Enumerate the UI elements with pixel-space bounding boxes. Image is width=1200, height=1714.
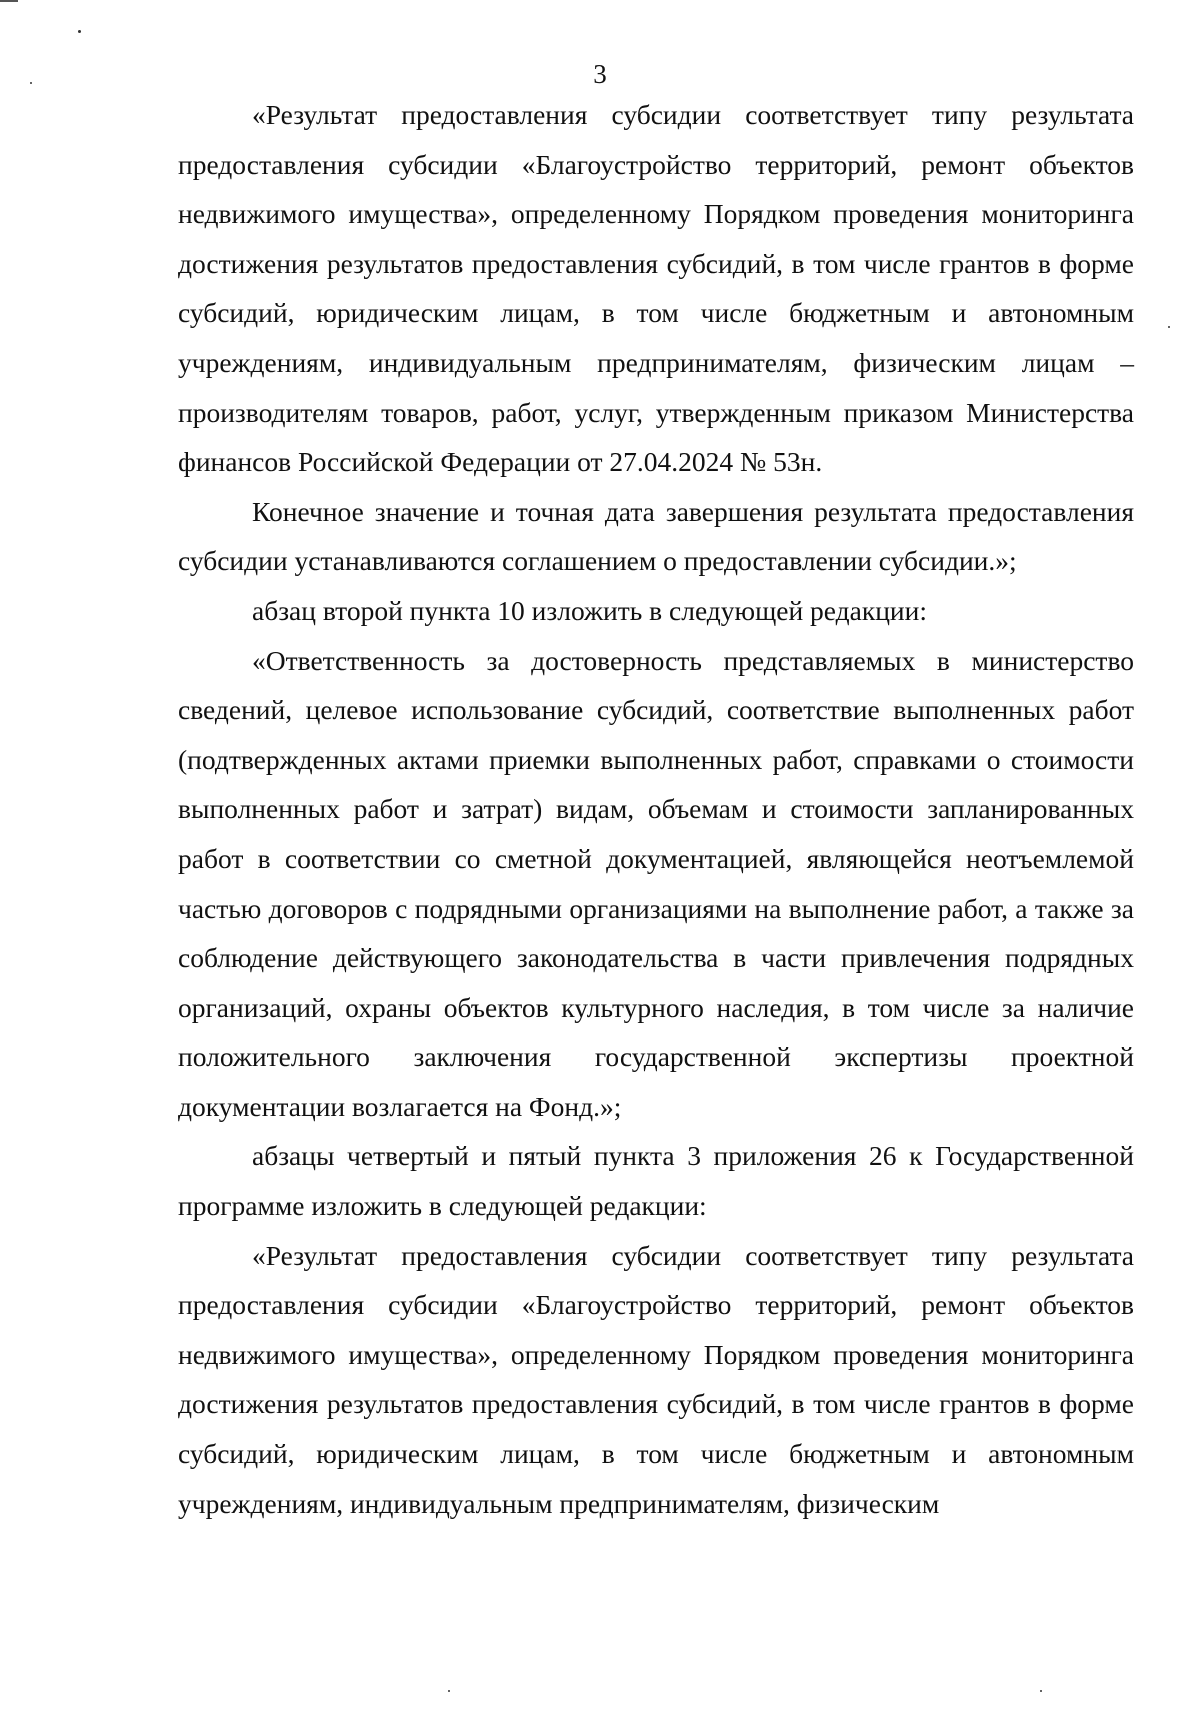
paragraph-amendment-point-10: абзац второй пункта 10 изложить в следующей редакции:: [252, 594, 927, 626]
scan-corner-mark: [0, 0, 18, 2]
scan-speck: [1168, 326, 1170, 328]
paragraph-result-type-repeat: «Результат предоставления субсидии соответствует типу результата предоставления субсидии «Благоустройство территорий, ремонт объектов недвижимого имущества», определенному Порядком проведения мониторинга достижения результатов предоставления субсидий, в том числе грантов в форме субсидий, юридическим лицам, в том числе бюджетным и автономным учреждениям, индивидуальным предпринимателям, физическим: [178, 1239, 1134, 1519]
document-body: [178, 90, 1134, 1528]
paragraph-responsibility: «Ответственность за достоверность представляемых в министерство сведений, целевое использование субсидий, соответствие выполненных работ (подтвержденных актами приемки выполненных работ, справками о стоимости выполненных работ и затрат) видам, объемам и стоимости запланированных работ в соответствии со сметной документацией, являющейся неотъемлемой частью договоров с подрядными организациями на выполнение работ, а также за соблюдение действующего законодательства в части привлечения подрядных организаций, охраны объектов культурного наследия, в том числе за наличие положительного заключения государственной экспертизы проектной документации возлагается на Фонд.»;: [178, 644, 1134, 1122]
scan-speck: [1040, 1690, 1042, 1692]
scan-speck: [448, 1690, 450, 1692]
paragraph-final-value: Конечное значение и точная дата завершения результата предоставления субсидии устанавливаются соглашением о предоставлении субсидии.»;: [178, 495, 1134, 577]
scan-speck: [78, 30, 81, 33]
page-number: 3: [593, 59, 607, 89]
paragraph-result-type: «Результат предоставления субсидии соответствует типу результата предоставления субсидии «Благоустройство территорий, ремонт объектов недвижимого имущества», определенному Порядком проведения мониторинга достижения результатов предоставления субсидий, в том числе грантов в форме субсидий, юридическим лицам, в том числе бюджетным и автономным учреждениям, индивидуальным предпринимателям, физическим лицам – производителям товаров, работ, услуг, утвержденным приказом Министерства финансов Российской Федерации от 27.04.2024 № 53н.: [178, 99, 1134, 478]
paragraph-amendment-appendix-26: абзацы четвертый и пятый пункта 3 приложения 26 к Государственной программе изложить в следующей редакции:: [178, 1140, 1134, 1222]
